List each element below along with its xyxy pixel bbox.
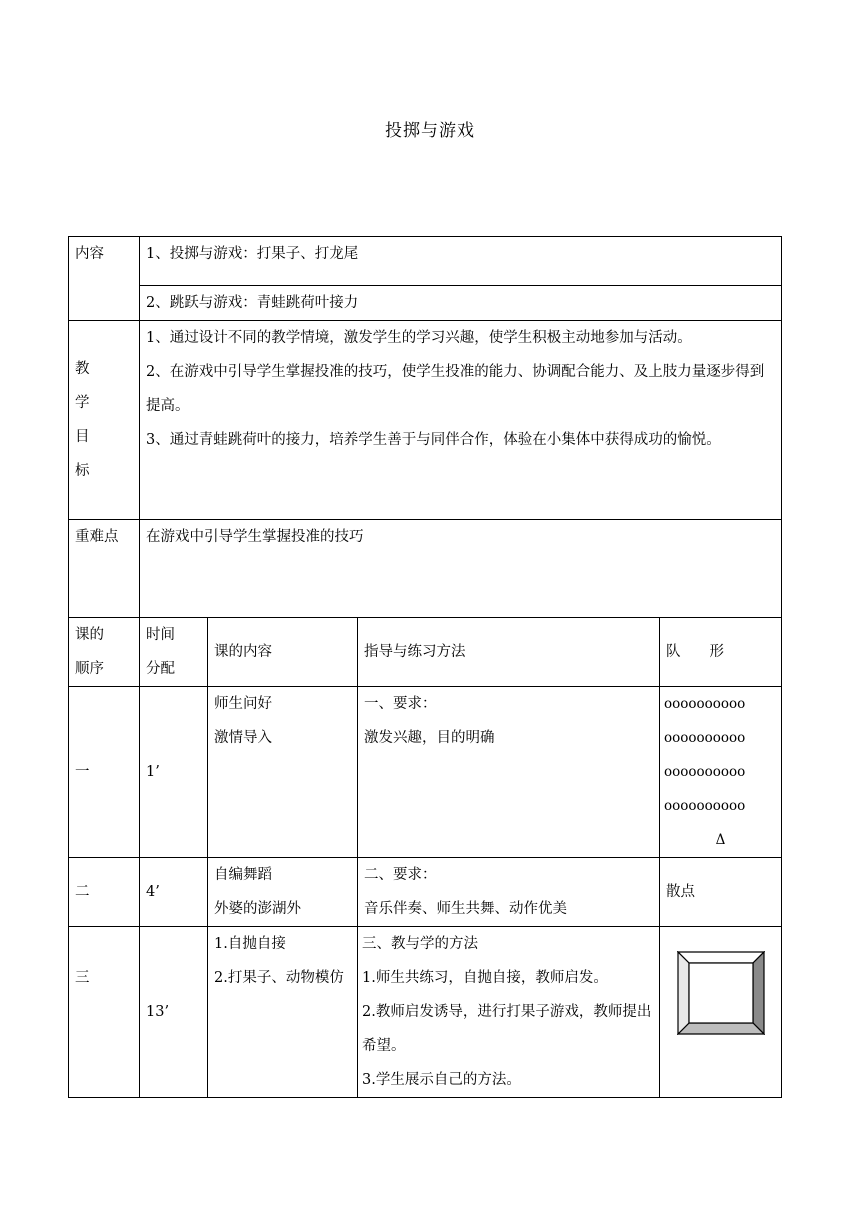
- key-points-text: 在游戏中引导学生掌握投准的技巧: [140, 520, 782, 618]
- teacher-triangle-icon: Δ: [715, 832, 726, 848]
- row-content: 自编舞蹈 外婆的澎湖外: [208, 858, 358, 927]
- goals-label: 教 学 目 标: [69, 321, 140, 520]
- header-order: 课的 顺序: [69, 618, 140, 687]
- header-content: 课的内容: [208, 618, 358, 687]
- content-item: 1、投掷与游戏：打果子、打龙尾: [140, 237, 782, 286]
- row-method: 三、教与学的方法 1.师生共练习，自抛自接，教师启发。 2.教师启发诱导，进行打果子游戏，教师提出希望。 3.学生展示自己的方法。: [358, 927, 660, 1098]
- square-formation-icon: [677, 951, 765, 1035]
- row-formation: [660, 687, 782, 858]
- formation-line: oooooooooo: [664, 730, 746, 746]
- row-method: 一、要求： 激发兴趣，目的明确: [358, 687, 660, 858]
- row-order: 一: [69, 687, 140, 858]
- schedule-row: [69, 687, 782, 858]
- header-formation: 队 形: [660, 618, 782, 687]
- goal-item: 2、在游戏中引导学生掌握投准的技巧，使学生投准的能力、协调配合能力、及上肢力量逐步得到提高。: [146, 364, 765, 414]
- lesson-plan-table: [68, 236, 782, 1098]
- schedule-row: [69, 927, 782, 1098]
- row-time: 13’: [140, 927, 208, 1098]
- row-order: 三: [69, 927, 140, 1098]
- formation-line: oooooooooo: [664, 798, 746, 814]
- header-method: 指导与练习方法: [358, 618, 660, 687]
- schedule-row: [69, 858, 782, 927]
- schedule-header-row: [69, 618, 782, 687]
- row-order: 二: [69, 858, 140, 927]
- header-time: 时间 分配: [140, 618, 208, 687]
- row-content: 1.自抛自接 2.打果子、动物模仿: [208, 927, 358, 1098]
- key-points-label: 重难点: [69, 520, 140, 618]
- content-row-1: [69, 237, 782, 286]
- formation-line: oooooooooo: [664, 764, 746, 780]
- formation-line: oooooooooo: [664, 696, 746, 712]
- row-method: 二、要求： 音乐伴奏、师生共舞、动作优美: [358, 858, 660, 927]
- content-row-2: [69, 286, 782, 321]
- goal-item: 3、通过青蛙跳荷叶的接力，培养学生善于与同伴合作，体验在小集体中获得成功的愉悦。: [146, 432, 721, 448]
- row-time: 1’: [140, 687, 208, 858]
- key-points-row: [69, 520, 782, 618]
- row-time: 4’: [140, 858, 208, 927]
- row-formation: 散点: [660, 858, 782, 927]
- row-formation: [660, 927, 782, 1098]
- goal-item: 1、通过设计不同的教学情境，激发学生的学习兴趣，使学生积极主动地参加与活动。: [146, 330, 692, 346]
- content-item: 2、跳跃与游戏：青蛙跳荷叶接力: [140, 286, 782, 321]
- document-title: 投掷与游戏: [385, 121, 475, 141]
- goals-text: [140, 321, 782, 520]
- row-content: 师生问好 激情导入: [208, 687, 358, 858]
- goals-row: [69, 321, 782, 520]
- content-label: 内容: [69, 237, 140, 321]
